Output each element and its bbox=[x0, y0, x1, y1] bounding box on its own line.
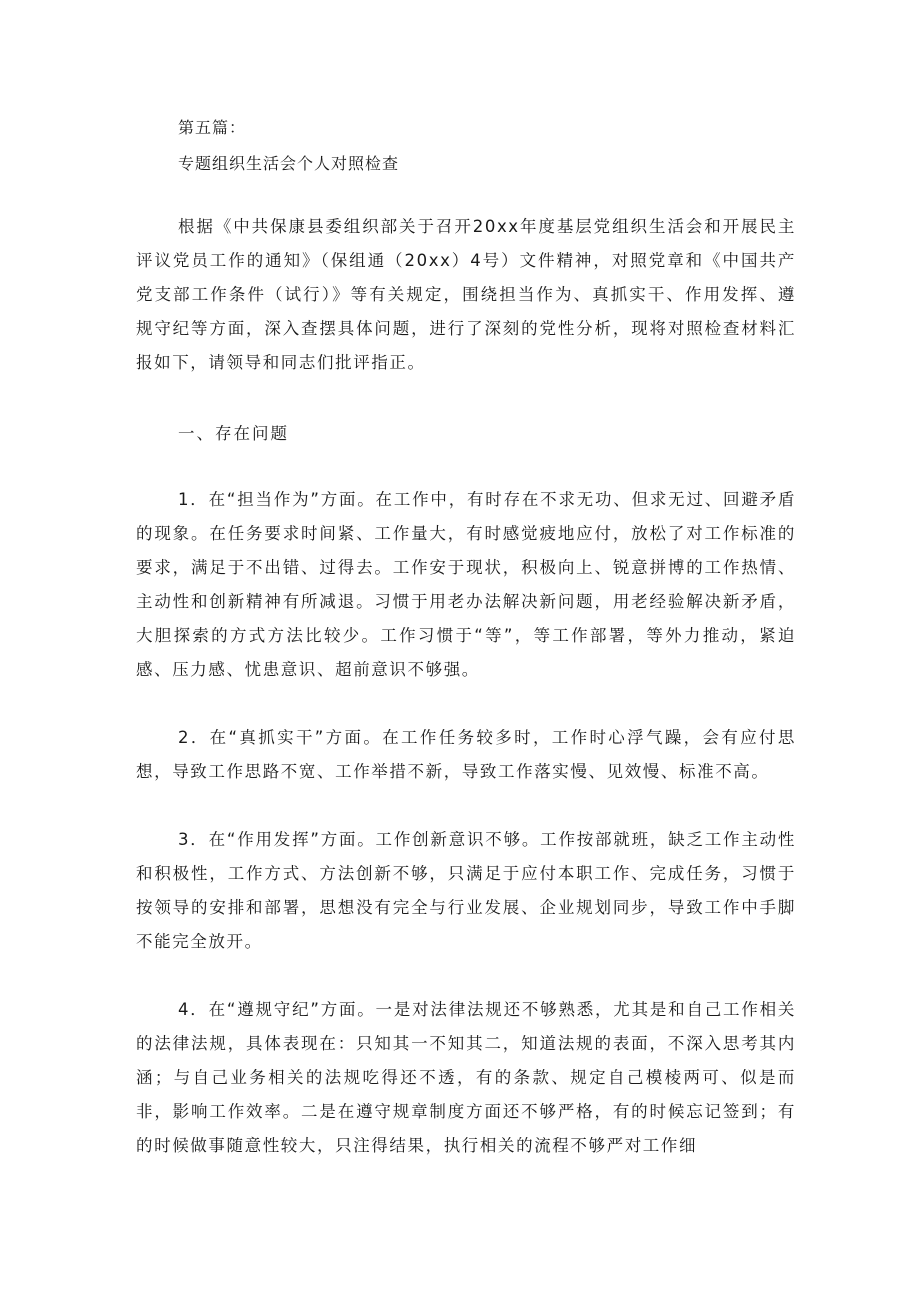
issue-paragraph-1: 1．在“担当作为”方面。在工作中，有时存在不求无功、但求无过、回避矛盾的现象。在任务要求时间紧、工作量大，有时感觉疲地应付，放松了对工作标准的要求，满足于不出错、过得去。工作安于现状，积极向上、锐意拼博的工作热情、主动性和创新精神有所减退。习惯于用老办法解决新问题，用老经验解决新矛盾，大胆探索的方式方法比较少。工作习惯于“等”，等工作部署，等外力推动，紧迫感、压力感、忧患意识、超前意识不够强。 bbox=[136, 490, 796, 679]
issue-paragraph-4: 4．在“遵规守纪”方面。一是对法律法规还不够熟悉，尤其是和自己工作相关的法律法规，具体表现在：只知其一不知其二，知道法规的表面，不深入思考其内涵；与自己业务相关的法规吃得还不透，有的条款、规定自己模棱两可、似是而非，影响工作效率。二是在遵守规章制度方面还不够严格，有的时候忘记签到；有的时候做事随意性较大，只注得结果，执行相关的流程不够严对工作细 bbox=[136, 1000, 796, 1155]
intro-paragraph: 根据《中共保康县委组织部关于召开20xx年度基层党组织生活会和开展民主评议党员工作的通知》（保组通（20xx）4号）文件精神，对照党章和《中国共产党支部工作条件（试行）》等有关规定，围绕担当作为、真抓实干、作用发挥、遵规守纪等方面，深入查摆具体问题，进行了深刻的党性分析，现将对照检查材料汇报如下，请领导和同志们批评指正。 bbox=[136, 217, 796, 372]
issue-paragraph-3: 3．在“作用发挥”方面。工作创新意识不够。工作按部就班，缺乏工作主动性和积极性，工作方式、方法创新不够，只满足于应付本职工作、完成任务，习惯于按领导的安排和部署，思想没有完全与行业发展、企业规划同步，导致工作中手脚不能完全放开。 bbox=[136, 830, 796, 951]
document-subtitle: 专题组织生活会个人对照检查 bbox=[178, 154, 400, 173]
chapter-label: 第五篇： bbox=[178, 118, 247, 137]
section-title: 一、存在问题 bbox=[178, 424, 289, 443]
issue-paragraph-2: 2．在“真抓实干”方面。在工作任务较多时，工作时心浮气躁，会有应付思想，导致工作思路不宽、工作举措不新，导致工作落实慢、见效慢、标准不高。 bbox=[136, 728, 796, 781]
